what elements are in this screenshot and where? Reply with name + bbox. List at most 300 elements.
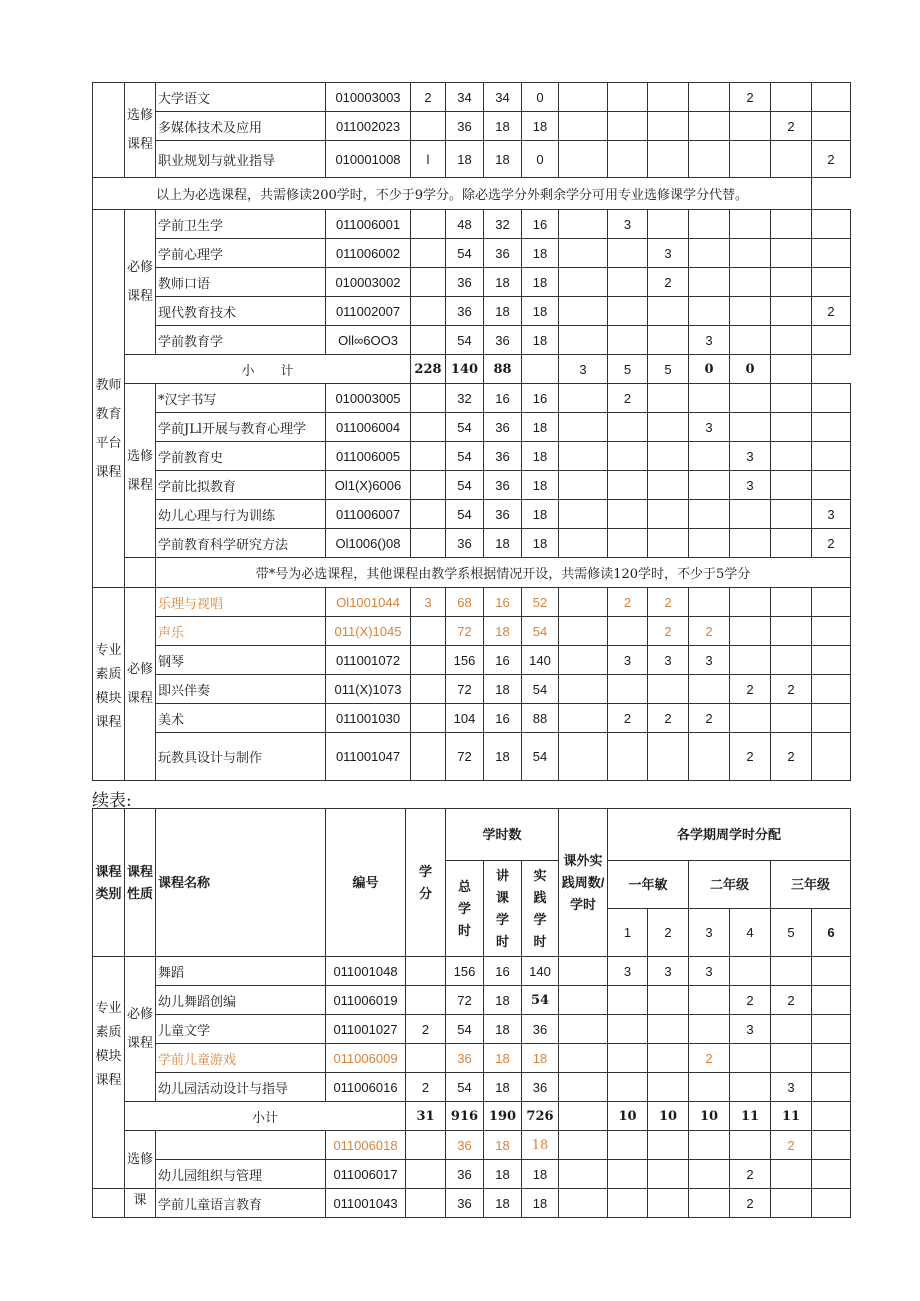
total-hours: 36 — [446, 268, 484, 297]
extra-practice — [559, 986, 608, 1015]
credit — [411, 210, 446, 239]
practice-hours: 16 — [522, 384, 559, 413]
subtotal-lecture: 190 — [484, 1102, 522, 1131]
credit — [411, 442, 446, 471]
credit: 2 — [411, 83, 446, 112]
table-row — [93, 529, 851, 558]
course-name: 钢琴 — [156, 646, 326, 675]
lecture-hours: 16 — [484, 704, 522, 733]
lecture-hours: 18 — [484, 675, 522, 704]
subtotal-lecture: 140 — [446, 355, 484, 384]
header-hours: 学时数 — [446, 809, 559, 861]
credit: l — [411, 141, 446, 178]
term-6 — [812, 617, 851, 646]
term-1 — [608, 675, 648, 704]
term-6 — [812, 733, 851, 781]
nature-cell: 选修课程 — [125, 83, 156, 178]
total-hours: 54 — [446, 471, 484, 500]
term-3: 3 — [689, 413, 730, 442]
course-name: 学前JLl开展与教育心理学 — [156, 413, 326, 442]
term-5 — [771, 1044, 812, 1073]
term-5 — [771, 297, 812, 326]
table-row — [93, 297, 851, 326]
table-row — [93, 268, 851, 297]
subtotal-row — [93, 1102, 851, 1131]
practice-hours: 18 — [522, 326, 559, 355]
table-row — [93, 733, 851, 781]
table-row — [93, 1131, 851, 1160]
term-2 — [648, 442, 689, 471]
term-5: 2 — [771, 733, 812, 781]
term-5 — [771, 617, 812, 646]
extra-practice — [559, 210, 608, 239]
course-name: 学前教育史 — [156, 442, 326, 471]
subtotal-ext — [522, 355, 559, 384]
course-name: 学前儿童游戏 — [156, 1044, 326, 1073]
term-5 — [771, 268, 812, 297]
subtotal-term-6 — [812, 1102, 851, 1131]
header-nature: 课程性质 — [125, 809, 156, 957]
term-2: 2 — [648, 704, 689, 733]
table-row — [93, 1044, 851, 1073]
credit — [411, 268, 446, 297]
lecture-hours: 18 — [484, 1015, 522, 1044]
term-5: 2 — [771, 675, 812, 704]
total-hours: 54 — [446, 413, 484, 442]
total-hours: 156 — [446, 646, 484, 675]
term-1 — [608, 500, 648, 529]
nature-cell-empty — [125, 558, 156, 588]
course-name: 舞蹈 — [156, 957, 326, 986]
table-row — [93, 957, 851, 986]
term-3 — [689, 471, 730, 500]
course-name: 幼儿园活动设计与指导 — [156, 1073, 326, 1102]
curriculum-table-part1 — [92, 82, 851, 781]
term-3 — [689, 239, 730, 268]
term-5: 2 — [771, 1131, 812, 1160]
subtotal-term-4: 0 — [689, 355, 730, 384]
term-1 — [608, 529, 648, 558]
table-row — [93, 617, 851, 646]
term-3 — [689, 384, 730, 413]
lecture-hours: 16 — [484, 384, 522, 413]
term-3 — [689, 733, 730, 781]
extra-practice — [559, 646, 608, 675]
term-6: 2 — [812, 297, 851, 326]
credit — [411, 675, 446, 704]
practice-hours: 18 — [522, 239, 559, 268]
header-year3: 三年级 — [771, 861, 851, 909]
extra-practice — [559, 326, 608, 355]
table-row — [93, 83, 851, 112]
course-name: 美术 — [156, 704, 326, 733]
practice-hours: 18 — [522, 413, 559, 442]
term-4: 2 — [730, 1160, 771, 1189]
total-hours: 72 — [446, 986, 484, 1015]
header-practice: 实践学时 — [522, 861, 559, 957]
lecture-hours: 36 — [484, 471, 522, 500]
subtotal-row — [93, 355, 851, 384]
course-name: 幼儿园组织与管理 — [156, 1160, 326, 1189]
term-4 — [730, 239, 771, 268]
course-code: 010003003 — [326, 83, 411, 112]
total-hours: 104 — [446, 704, 484, 733]
credit — [406, 986, 446, 1015]
table-row — [93, 1073, 851, 1102]
term-2 — [648, 1131, 689, 1160]
subtotal-term-5: 0 — [730, 355, 771, 384]
credit — [406, 1044, 446, 1073]
term-2 — [648, 83, 689, 112]
term-2 — [648, 986, 689, 1015]
term-6 — [812, 471, 851, 500]
lecture-hours: 18 — [484, 986, 522, 1015]
total-hours: 54 — [446, 442, 484, 471]
term-5 — [771, 83, 812, 112]
course-name: 学前比拟教育 — [156, 471, 326, 500]
header-year1: 一年敏 — [608, 861, 689, 909]
term-1 — [608, 471, 648, 500]
course-code: 011001027 — [326, 1015, 406, 1044]
course-name: 教师口语 — [156, 268, 326, 297]
term-4 — [730, 1131, 771, 1160]
table-row — [93, 471, 851, 500]
extra-practice — [559, 413, 608, 442]
course-code: 010003002 — [326, 268, 411, 297]
header-course-name: 课程名称 — [156, 809, 326, 957]
extra-practice — [559, 675, 608, 704]
table-row — [93, 141, 851, 178]
practice-hours: 18 — [522, 1189, 559, 1218]
lecture-hours: 18 — [484, 1044, 522, 1073]
header-category: 课程类别 — [93, 809, 125, 957]
course-name: *汉字书写 — [156, 384, 326, 413]
table-row — [93, 1189, 851, 1218]
note-text: 带*号为必选课程，其他课程由教学系根据情况开设，共需修读120学时，不少于5学分 — [156, 558, 851, 588]
term-6: 2 — [812, 529, 851, 558]
table-row — [93, 1160, 851, 1189]
header-weekly: 各学期周学时分配 — [608, 809, 851, 861]
term-2 — [648, 1015, 689, 1044]
term-1 — [608, 268, 648, 297]
term-6: 2 — [812, 141, 851, 178]
note-row — [93, 178, 851, 210]
course-code: 011006019 — [326, 986, 406, 1015]
category-cell — [93, 83, 125, 178]
credit — [406, 1131, 446, 1160]
term-2 — [648, 384, 689, 413]
term-5 — [771, 384, 812, 413]
term-5 — [771, 1160, 812, 1189]
credit — [411, 413, 446, 442]
term-3: 3 — [689, 326, 730, 355]
term-4: 2 — [730, 1189, 771, 1218]
credit — [406, 1160, 446, 1189]
subtotal-term-1: 10 — [608, 1102, 648, 1131]
term-1: 3 — [608, 210, 648, 239]
term-3 — [689, 297, 730, 326]
total-hours: 36 — [446, 112, 484, 141]
term-4 — [730, 617, 771, 646]
credit — [411, 646, 446, 675]
term-6 — [812, 957, 851, 986]
term-6 — [812, 704, 851, 733]
practice-hours: 18 — [522, 471, 559, 500]
term-6 — [812, 1131, 851, 1160]
subtotal-term-1: 3 — [559, 355, 608, 384]
term-6 — [812, 1189, 851, 1218]
term-5 — [771, 646, 812, 675]
lecture-hours: 16 — [484, 588, 522, 617]
lecture-hours: 18 — [484, 1189, 522, 1218]
credit — [411, 529, 446, 558]
practice-hours: 18 — [522, 268, 559, 297]
term-4 — [730, 268, 771, 297]
extra-practice — [559, 384, 608, 413]
lecture-hours: 18 — [484, 1160, 522, 1189]
subtotal-total: 228 — [411, 355, 446, 384]
course-name: 学前教育科学研究方法 — [156, 529, 326, 558]
header-total: 总学时 — [446, 861, 484, 957]
subtotal-label: 小 计 — [125, 355, 411, 384]
table-row — [93, 646, 851, 675]
term-3: 3 — [689, 957, 730, 986]
term-1 — [608, 986, 648, 1015]
total-hours: 54 — [446, 1015, 484, 1044]
term-3 — [689, 1015, 730, 1044]
nature-cell-next: 课 — [125, 1189, 156, 1218]
practice-hours: 0 — [522, 83, 559, 112]
course-code: 011006002 — [326, 239, 411, 268]
practice-hours: 18 — [522, 1131, 559, 1160]
lecture-hours: 16 — [484, 957, 522, 986]
term-2 — [648, 1160, 689, 1189]
term-5 — [771, 210, 812, 239]
term-6 — [812, 326, 851, 355]
header-term-6: 6 — [812, 909, 851, 957]
extra-practice — [559, 588, 608, 617]
category-cell: 专业素质模块课程 — [93, 957, 125, 1189]
term-4: 2 — [730, 675, 771, 704]
term-1 — [608, 1073, 648, 1102]
term-6 — [812, 1015, 851, 1044]
term-1 — [608, 1015, 648, 1044]
term-4: 2 — [730, 733, 771, 781]
term-5 — [771, 442, 812, 471]
term-2 — [648, 1189, 689, 1218]
course-code: Ol1(X)6006 — [326, 471, 411, 500]
extra-practice — [559, 704, 608, 733]
course-code: 011001047 — [326, 733, 411, 781]
lecture-hours: 32 — [484, 210, 522, 239]
practice-hours: 88 — [522, 704, 559, 733]
term-1 — [608, 326, 648, 355]
term-2: 2 — [648, 588, 689, 617]
header-term-3: 3 — [689, 909, 730, 957]
subtotal-practice: 88 — [484, 355, 522, 384]
course-name: 声乐 — [156, 617, 326, 646]
lecture-hours: 18 — [484, 529, 522, 558]
total-hours: 54 — [446, 239, 484, 268]
term-5 — [771, 471, 812, 500]
course-name: 学前教育学 — [156, 326, 326, 355]
credit — [411, 239, 446, 268]
subtotal-term-3: 10 — [689, 1102, 730, 1131]
term-2: 2 — [648, 268, 689, 297]
course-code: 011(X)1045 — [326, 617, 411, 646]
course-code: 011001048 — [326, 957, 406, 986]
term-1 — [608, 1189, 648, 1218]
term-1: 2 — [608, 588, 648, 617]
subtotal-term-2: 5 — [608, 355, 648, 384]
term-5 — [771, 239, 812, 268]
subtotal-term-3: 5 — [648, 355, 689, 384]
term-6 — [812, 210, 851, 239]
term-3 — [689, 675, 730, 704]
practice-hours: 18 — [522, 529, 559, 558]
credit — [411, 500, 446, 529]
course-code: 011001030 — [326, 704, 411, 733]
extra-practice — [559, 1189, 608, 1218]
term-4 — [730, 704, 771, 733]
subtotal-term-4: 11 — [730, 1102, 771, 1131]
total-hours: 54 — [446, 500, 484, 529]
extra-practice — [559, 83, 608, 112]
note-row — [93, 558, 851, 588]
term-4 — [730, 529, 771, 558]
course-code: 011001043 — [326, 1189, 406, 1218]
term-4 — [730, 112, 771, 141]
total-hours: 36 — [446, 1044, 484, 1073]
practice-hours: 54 — [522, 675, 559, 704]
term-4 — [730, 297, 771, 326]
lecture-hours: 36 — [484, 239, 522, 268]
term-5 — [771, 1015, 812, 1044]
term-5 — [771, 500, 812, 529]
practice-hours: 18 — [522, 112, 559, 141]
course-code: 011002023 — [326, 112, 411, 141]
term-2: 3 — [648, 646, 689, 675]
lecture-hours: 18 — [484, 141, 522, 178]
total-hours: 32 — [446, 384, 484, 413]
term-5 — [771, 957, 812, 986]
header-term-2: 2 — [648, 909, 689, 957]
extra-practice — [559, 268, 608, 297]
header-ext: 课外实践周数/学时 — [559, 809, 608, 957]
term-4 — [730, 326, 771, 355]
term-6 — [812, 268, 851, 297]
course-code: 011006005 — [326, 442, 411, 471]
term-6 — [812, 1073, 851, 1102]
term-1 — [608, 83, 648, 112]
course-name: 学前心理学 — [156, 239, 326, 268]
table-row — [93, 210, 851, 239]
term-4 — [730, 1073, 771, 1102]
term-3: 3 — [689, 646, 730, 675]
credit: 2 — [406, 1015, 446, 1044]
extra-practice — [559, 1131, 608, 1160]
term-3 — [689, 1189, 730, 1218]
term-1 — [608, 112, 648, 141]
practice-hours: 54 — [522, 733, 559, 781]
practice-hours: 16 — [522, 210, 559, 239]
term-3 — [689, 1131, 730, 1160]
table-row — [93, 413, 851, 442]
term-2 — [648, 141, 689, 178]
credit — [411, 326, 446, 355]
term-3 — [689, 1073, 730, 1102]
lecture-hours: 36 — [484, 326, 522, 355]
course-name: 即兴伴奏 — [156, 675, 326, 704]
term-1 — [608, 1044, 648, 1073]
term-4 — [730, 646, 771, 675]
total-hours: 72 — [446, 675, 484, 704]
term-4 — [730, 1044, 771, 1073]
term-1 — [608, 141, 648, 178]
term-5 — [771, 413, 812, 442]
term-3 — [689, 442, 730, 471]
term-5 — [771, 141, 812, 178]
course-code: 011006009 — [326, 1044, 406, 1073]
total-hours: 48 — [446, 210, 484, 239]
term-4 — [730, 384, 771, 413]
term-5 — [771, 326, 812, 355]
term-6 — [812, 1044, 851, 1073]
course-code: 011(X)1073 — [326, 675, 411, 704]
extra-practice — [559, 500, 608, 529]
course-code: 011006018 — [326, 1131, 406, 1160]
term-6 — [812, 239, 851, 268]
lecture-hours: 36 — [484, 500, 522, 529]
continued-label: 续表: — [92, 791, 132, 811]
course-code: 011006016 — [326, 1073, 406, 1102]
table-row — [93, 675, 851, 704]
lecture-hours: 18 — [484, 112, 522, 141]
header-row — [93, 809, 851, 861]
term-2 — [648, 112, 689, 141]
table-row — [93, 239, 851, 268]
practice-hours: 52 — [522, 588, 559, 617]
subtotal-ext — [559, 1102, 608, 1131]
term-3 — [689, 1160, 730, 1189]
credit — [411, 617, 446, 646]
credit — [406, 957, 446, 986]
term-6 — [812, 112, 851, 141]
course-name: 玩教具设计与制作 — [156, 733, 326, 781]
term-6 — [812, 413, 851, 442]
term-1: 3 — [608, 646, 648, 675]
course-name: 大学语文 — [156, 83, 326, 112]
term-1 — [608, 617, 648, 646]
lecture-hours: 18 — [484, 268, 522, 297]
nature-cell: 必修课程 — [125, 588, 156, 781]
term-6 — [812, 588, 851, 617]
header-term-1: 1 — [608, 909, 648, 957]
practice-hours: 18 — [522, 1044, 559, 1073]
term-6: 3 — [812, 500, 851, 529]
term-1 — [608, 1131, 648, 1160]
term-2 — [648, 733, 689, 781]
term-5 — [771, 529, 812, 558]
total-hours: 18 — [446, 141, 484, 178]
extra-practice — [559, 141, 608, 178]
course-code: 011006001 — [326, 210, 411, 239]
lecture-hours: 18 — [484, 1131, 522, 1160]
term-4 — [730, 957, 771, 986]
course-code: 011001072 — [326, 646, 411, 675]
term-4 — [730, 588, 771, 617]
credit — [411, 704, 446, 733]
